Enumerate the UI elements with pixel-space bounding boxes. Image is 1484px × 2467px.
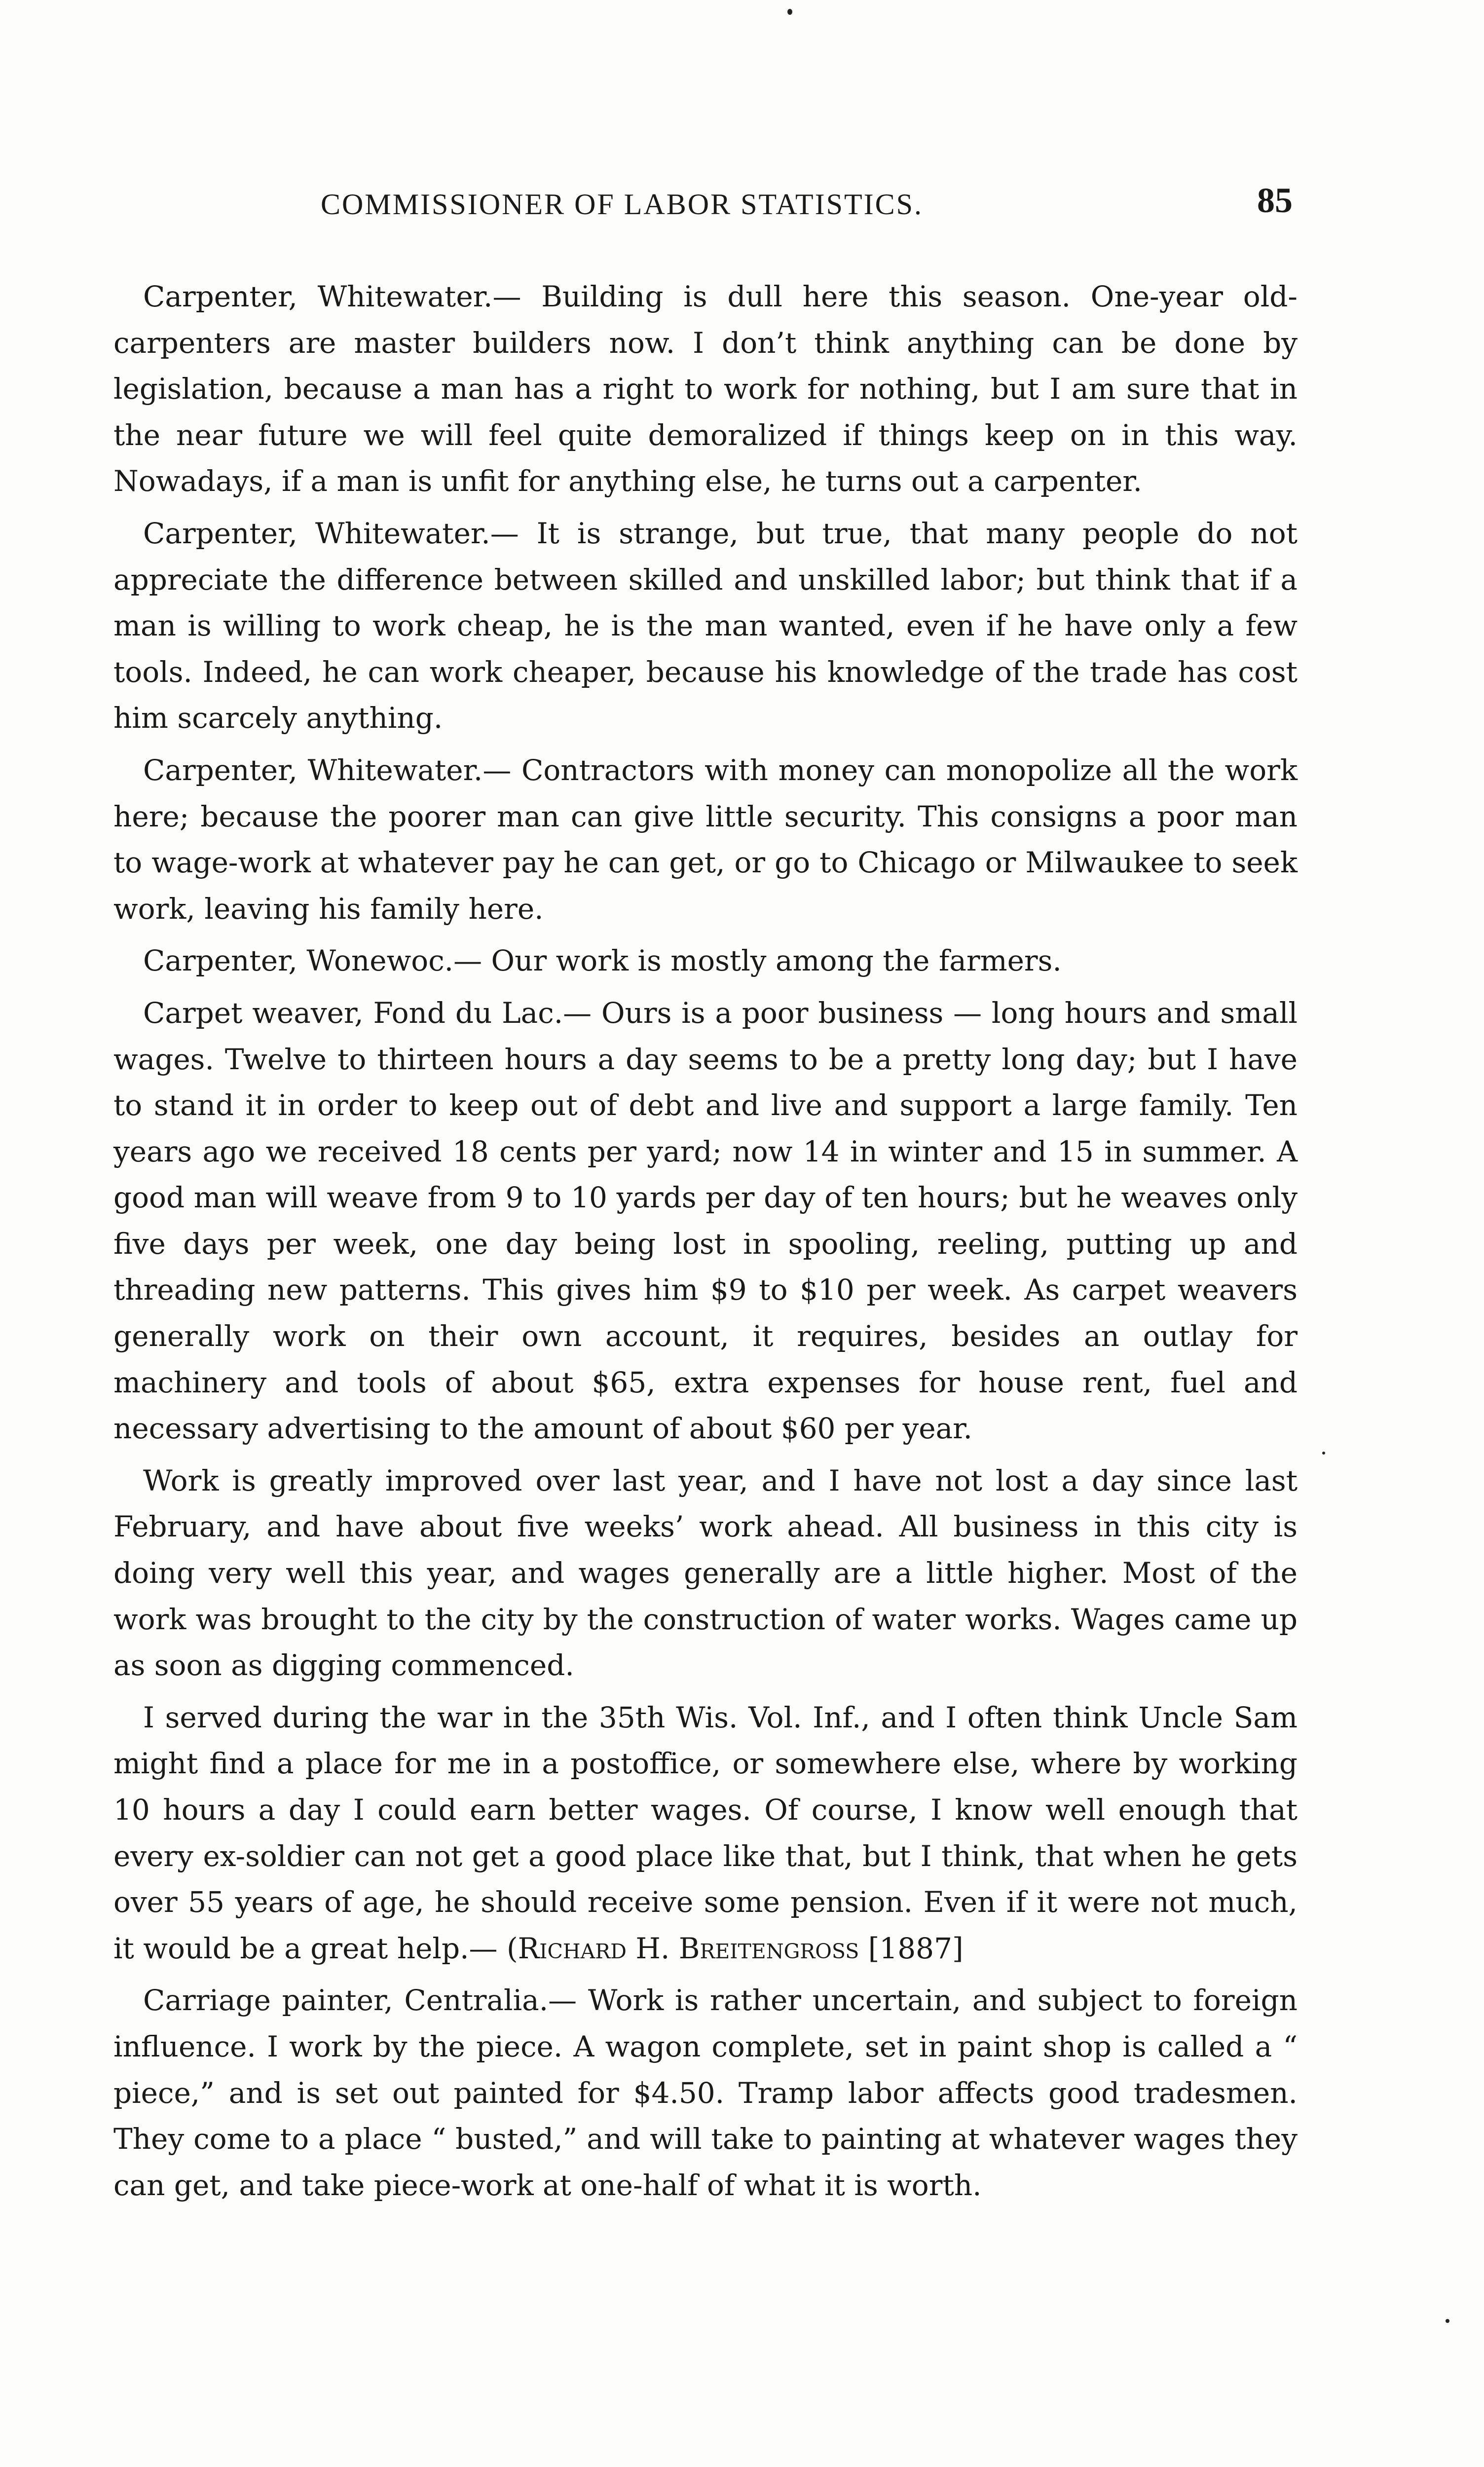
ink-speck-lower-right: [1446, 2319, 1449, 2323]
signature-name: Richard H. Breitengross: [518, 1931, 859, 1965]
paragraph-carriage-painter: Carriage painter, Centralia.— Work is rather uncertain, and subject to foreign influence. I work by the piece. A wagon complete, set in paint shop is called a “ piece,” and is set out painted for $4.50. Tramp labor affects good tradesmen. They come to a place “ busted,” and will take to painting at whatever wages they can get, and take piece-work at one-half of what it is worth.: [113, 1983, 1298, 2202]
signature-date: [1887]: [859, 1931, 964, 1965]
paragraph-carpenter-whitewater-3: Carpenter, Whitewater.— Contractors with money can monopolize all the work here; because the poorer man can give little security. This consigns a poor man to wage-work at whatever pay he can get, or go to Chicago or Milwaukee to seek work, leaving his family here.: [113, 753, 1298, 926]
paragraph-work-improved: Work is greatly improved over last year, and I have not lost a day since last February, and have about five weeks’ work ahead. All business in this city is doing very well this year, and wages generally are a little higher. Most of the work was brought to the city by the construction of water works. Wages came up as soon as digging commenced.: [113, 1463, 1298, 1682]
page-header: [113, 183, 1307, 237]
ink-speck-right-margin: [1322, 1452, 1325, 1455]
paragraph-war-service: [113, 1695, 1298, 1972]
war-service-text: I served during the war in the 35th Wis. Vol. Inf., and I often think Uncle Sam might find a place for me in a postoffice, or somewhere else, where by working 10 hours a day I could earn better wages. Of course, I know well enough that every ex-soldier can not get a good place like that, but I think, that when he gets over 55 years of age, he should receive some pension. Even if it were not much, it would be a great help.— (: [113, 1700, 1298, 1965]
ink-speck-top: [787, 9, 792, 15]
paragraph-carpenter-whitewater-1: Carpenter, Whitewater.— Building is dull here this season. One-year old-carpenters are master builders now. I don’t think anything can be done by legislation, because a man has a right to work for nothing, but I am sure that in the near future we will feel quite demoralized if things keep on in this way. Nowadays, if a man is unfit for anything else, he turns out a carpenter.: [113, 280, 1298, 498]
running-head: COMMISSIONER OF LABOR STATISTICS.: [321, 188, 924, 221]
body-text: [113, 274, 1298, 2214]
paragraph-carpet-weaver: Carpet weaver, Fond du Lac.— Ours is a poor business — long hours and small wages. Twelve to thirteen hours a day seems to be a pretty long day; but I have to stand it in order to keep out of debt and live and support a large family. Ten years ago we received 18 cents per yard; now 14 in winter and 15 in summer. A good man will weave from 9 to 10 yards per day of ten hours; but he weaves only five days per week, one day being lost in spooling, reeling, putting up and threading new patterns. This gives him $9 to $10 per week. As carpet weavers generally work on their own account, it requires, besides an outlay for machinery and tools of about $65, extra expenses for house rent, fuel and necessary advertising to the amount of about $60 per year.: [113, 996, 1298, 1446]
page-number: 85: [1257, 181, 1293, 220]
paragraph-carpenter-wonewoc: Carpenter, Wonewoc.— Our work is mostly among the farmers.: [143, 944, 1062, 978]
paragraph-carpenter-whitewater-2: Carpenter, Whitewater.— It is strange, but true, that many people do not appreciate the difference between skilled and unskilled labor; but think that if a man is willing to work cheap, he is the man wanted, even if he have only a few tools. Indeed, he can work cheaper, because his knowledge of the trade has cost him scarcely anything.: [113, 516, 1298, 735]
